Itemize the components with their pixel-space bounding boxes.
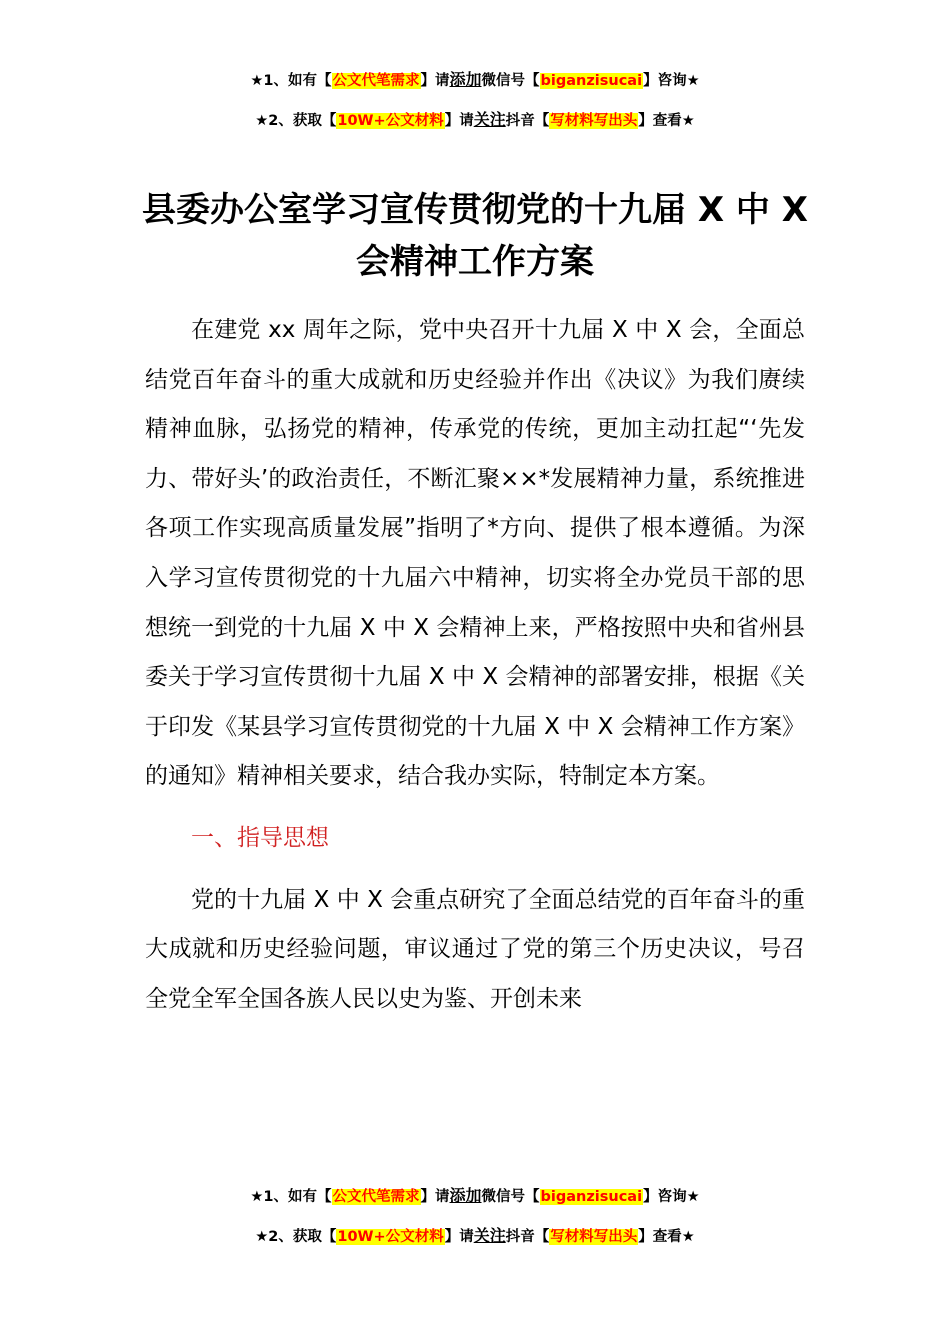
douyin-id-highlight: 写材料写出头 (550, 113, 638, 129)
underlined-text: 关注 (473, 110, 506, 129)
underlined-text: 添加 (449, 1186, 482, 1205)
banner-text: 】查看★ (638, 113, 695, 129)
banner-line-1 (0, 70, 950, 90)
banner-text: ★2、获取【 (255, 1229, 337, 1245)
paragraph-guiding-thought: 党的十九届 X 中 X 会重点研究了全面总结党的百年奋斗的重大成就和历史经验问题，审议通过了党的第三个历史决议，号召全党全军全国各族人民以史为鉴、开创未来 (145, 886, 805, 1012)
banner-text: 】查看★ (638, 1229, 695, 1245)
highlight-text: 10W+公文材料 (337, 1229, 444, 1245)
footer-banner (0, 1186, 950, 1266)
banner-text: 】请 (420, 1189, 450, 1205)
banner-text: 】咨询★ (643, 1189, 700, 1205)
wechat-id-highlight: biganzisucai (540, 1189, 643, 1205)
douyin-id-highlight: 写材料写出头 (550, 1229, 638, 1245)
document-title: 县委办公室学习宣传贯彻党的十九届 X 中 X 会精神工作方案 (142, 190, 808, 282)
banner-text: 】请 (420, 73, 450, 89)
underlined-text: 添加 (449, 70, 482, 89)
header-banner (0, 70, 950, 150)
banner-text: 微信号【 (481, 1189, 540, 1205)
banner-text: 微信号【 (481, 73, 540, 89)
banner-text: 抖音【 (505, 1229, 550, 1245)
banner-line-1 (0, 1186, 950, 1206)
banner-text: ★1、如有【 (250, 1189, 332, 1205)
banner-text: 】咨询★ (643, 73, 700, 89)
document-body (145, 306, 805, 1024)
banner-text: 抖音【 (505, 113, 550, 129)
paragraph-intro: 在建党 xx 周年之际，党中央召开十九届 X 中 X 会，全面总结党百年奋斗的重大成就和历史经验并作出《决议》为我们赓续精神血脉，弘扬党的精神，传承党的传统，更加主动扛起“‘先发力、带好头’的政治责任，不断汇聚××*发展精神力量，系统推进各项工作实现高质量发展”指明了*方向、提供了根本遵循。为深入学习宣传贯彻党的十九届六中精神，切实将全办党员干部的思想统一到党的十九届 X 中 X 会精神上来，严格按照中央和省州县委关于学习宣传贯彻十九届 X 中 X 会精神的部署安排，根据《关于印发《某县学习宣传贯彻党的十九届 X 中 X 会精神工作方案》的通知》精神相关要求，结合我办实际，特制定本方案。 (145, 317, 805, 790)
wechat-id-highlight: biganzisucai (540, 73, 643, 89)
banner-line-2 (0, 110, 950, 130)
banner-text: ★1、如有【 (250, 73, 332, 89)
banner-text: 】请 (444, 1229, 474, 1245)
banner-text: ★2、获取【 (255, 113, 337, 129)
section-heading-guiding-thought: 一、指导思想 (191, 824, 329, 851)
highlight-text: 公文代笔需求 (332, 73, 420, 89)
underlined-text: 关注 (473, 1226, 506, 1245)
highlight-text: 公文代笔需求 (332, 1189, 420, 1205)
banner-text: 】请 (444, 113, 474, 129)
banner-line-2 (0, 1226, 950, 1246)
highlight-text: 10W+公文材料 (337, 113, 444, 129)
